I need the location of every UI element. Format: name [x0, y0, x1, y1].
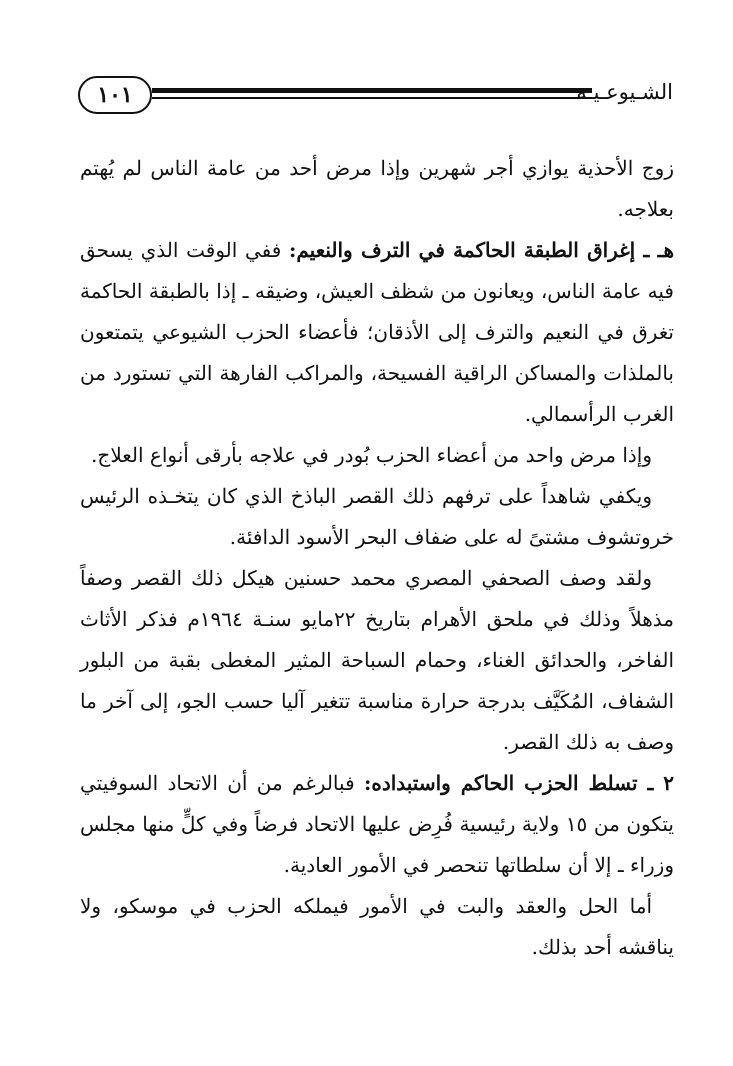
paragraph-text: فبالرغم من أن الاتحاد السوفيتي يتكون من ١٥ ولاية رئيسية فُرِض عليها الاتحاد فرضاً وفي كلٍّ منها مجلس وزراء ـ إلا أن سلطاتها تنحصر في الأمور العادية. [80, 771, 674, 877]
section-heading-2: ٢ ـ تسلط الحزب الحاكم واستبداده: [363, 771, 674, 795]
paragraph-2 [80, 230, 674, 435]
paragraph-text: أما الحل والعقد والبت في الأمور فيملكه الحزب في موسكو، ولا يناقشه أحد بذلك. [80, 894, 674, 959]
paragraph-6 [80, 763, 674, 886]
paragraph-text: وإذا مرض واحد من أعضاء الحزب بُودر في علاجه بأرقى أنواع العلاج. [91, 443, 652, 467]
paragraph-text: زوج الأحذية يوازي أجر شهرين وإذا مرض أحد من عامة الناس لم يُهتم بعلاجه. [80, 156, 674, 221]
paragraph-1 [80, 148, 674, 230]
paragraph-4 [80, 476, 674, 558]
running-title: الشـيوعـيـة [576, 80, 673, 104]
paragraph-3 [80, 435, 674, 476]
page-number-badge [78, 76, 152, 114]
section-heading-e: هـ ـ إغراق الطبقة الحاكمة في الترف والنعيم: [288, 238, 674, 262]
page-body [80, 148, 674, 968]
paragraph-5 [80, 558, 674, 763]
header-rule-thin [152, 97, 592, 99]
page-number: ١٠١ [97, 82, 133, 108]
paragraph-text: ويكفي شاهداً على ترفهم ذلك القصر الباذخ الذي كان يتخـذه الرئيس خروتشوف مشتىً له على ضفاف البحر الأسود الدافئة. [80, 484, 674, 549]
page-header [78, 76, 673, 124]
header-rule-thick [152, 88, 592, 93]
paragraph-text: ولقد وصف الصحفي المصري محمد حسنين هيكل ذلك القصر وصفاً مذهلاً وذلك في ملحق الأهرام بتاريخ ٢٢مايو سنـة ١٩٦٤م فذكر الأثاث الفاخر، والحدائق الغناء، وحمام السباحة المثير المغطى بقبة من البلور الشفاف، المُكَيَّف بدرجة حرارة مناسبة تتغير آليا حسب الجو، إلى آخر ما وصف به ذلك القصر. [80, 566, 674, 754]
paragraph-text: ففي الوقت الذي يسحق فيه عامة الناس، ويعانون من شظف العيش، وضيقه ـ إذا بالطبقة الحاكمة تغرق في النعيم والترف إلى الأذقان؛ فأعضاء الحزب الشيوعي يتمتعون بالملذات والمساكن الراقية الفسيحة، والمراكب الفارهة التي تستورد من الغرب الرأسمالي. [80, 238, 674, 426]
paragraph-7 [80, 886, 674, 968]
